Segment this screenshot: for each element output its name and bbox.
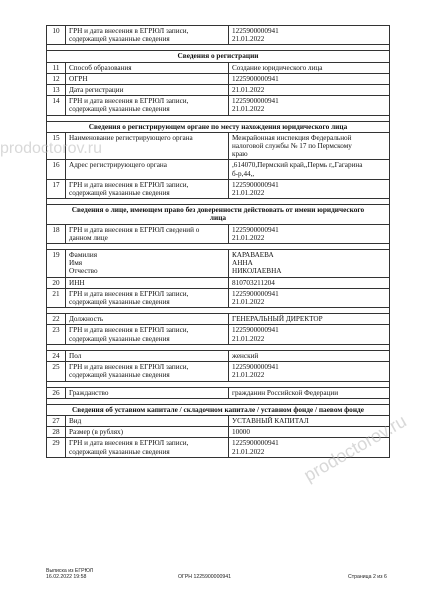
- egrul-table: [46, 25, 390, 458]
- row-number: 10: [47, 26, 66, 45]
- section-header-registration: Сведения о регистрации: [47, 51, 390, 62]
- table-row: 19 Фамилия Имя Отчество КАРАВАЕВА АННА НИКОЛАЕВНА: [47, 250, 390, 278]
- footer-ogrn: ОГРН 1225900000941: [178, 574, 231, 580]
- table-row: 20 ИНН 810703211204: [47, 277, 390, 288]
- footer-extract-info: Выписка из ЕГРЮЛ 16.02.2022 19:58: [46, 568, 94, 580]
- watermark: prodoctorov.ru: [0, 140, 102, 157]
- table-row: 28 Размер (в рублях) 10000: [47, 427, 390, 438]
- section-header-capital: Сведения об уставном капитале / складочном капитале / уставном фонде / паевом фонде: [47, 404, 390, 415]
- section-header-authorized-person: Сведения о лице, имеющем право без доверенности действовать от имени юридического лица: [47, 205, 390, 224]
- row-value: 1225900000941 21.01.2022: [229, 26, 390, 45]
- table-row: 25 ГРН и дата внесения в ЕГРЮЛ записи, содержащей указанные сведения 1225900000941 21.01.2022: [47, 362, 390, 381]
- table-row: 15 Наименование регистрирующего органа Межрайонная инспекция Федеральной налоговой службы № 17 по Пермскому краю: [47, 132, 390, 160]
- section-header-registering-authority: Сведения о регистрирующем органе по месту нахождения юридического лица: [47, 121, 390, 132]
- row-label: ГРН и дата внесения в ЕГРЮЛ записи, содержащей указанные сведения: [66, 26, 229, 45]
- table-row: 22 Должность ГЕНЕРАЛЬНЫЙ ДИРЕКТОР: [47, 314, 390, 325]
- table-row: 24 Пол женский: [47, 350, 390, 361]
- footer-page-number: Страница 2 из 6: [348, 574, 387, 580]
- table-row: 14 ГРН и дата внесения в ЕГРЮЛ записи, содержащей указанные сведения 1225900000941 21.01.2022: [47, 96, 390, 115]
- table-row: 23 ГРН и дата внесения в ЕГРЮЛ записи, содержащей указанные сведения 1225900000941 21.01.2022: [47, 325, 390, 344]
- table-row: [47, 26, 390, 45]
- table-row: 26 Гражданство гражданин Российской Федерации: [47, 387, 390, 398]
- watermark: prodoctorov.ru: [300, 410, 410, 486]
- table-row: 12 ОГРН 1225900000941: [47, 73, 390, 84]
- table-row: 27 Вид УСТАВНЫЙ КАПИТАЛ: [47, 415, 390, 426]
- table-row: 17 ГРН и дата внесения в ЕГРЮЛ записи, содержащей указанные сведения 1225900000941 21.01.2022: [47, 179, 390, 198]
- table-row: 21 ГРН и дата внесения в ЕГРЮЛ записи, содержащей указанные сведения 1225900000941 21.01.2022: [47, 288, 390, 307]
- table-row: 11 Способ образования Создание юридического лица: [47, 62, 390, 73]
- table-row: 16 Адрес регистрирующего органа ,614070,Пермский край,,Пермь г,,Гагарина б-р,44,,: [47, 160, 390, 179]
- table-row: 18 ГРН и дата внесения в ЕГРЮЛ сведений о данном лице 1225900000941 21.01.2022: [47, 224, 390, 243]
- table-row: 29 ГРН и дата внесения в ЕГРЮЛ записи, содержащей указанные сведения 1225900000941 21.01.2022: [47, 438, 390, 457]
- table-row: 13 Дата регистрации 21.01.2022: [47, 85, 390, 96]
